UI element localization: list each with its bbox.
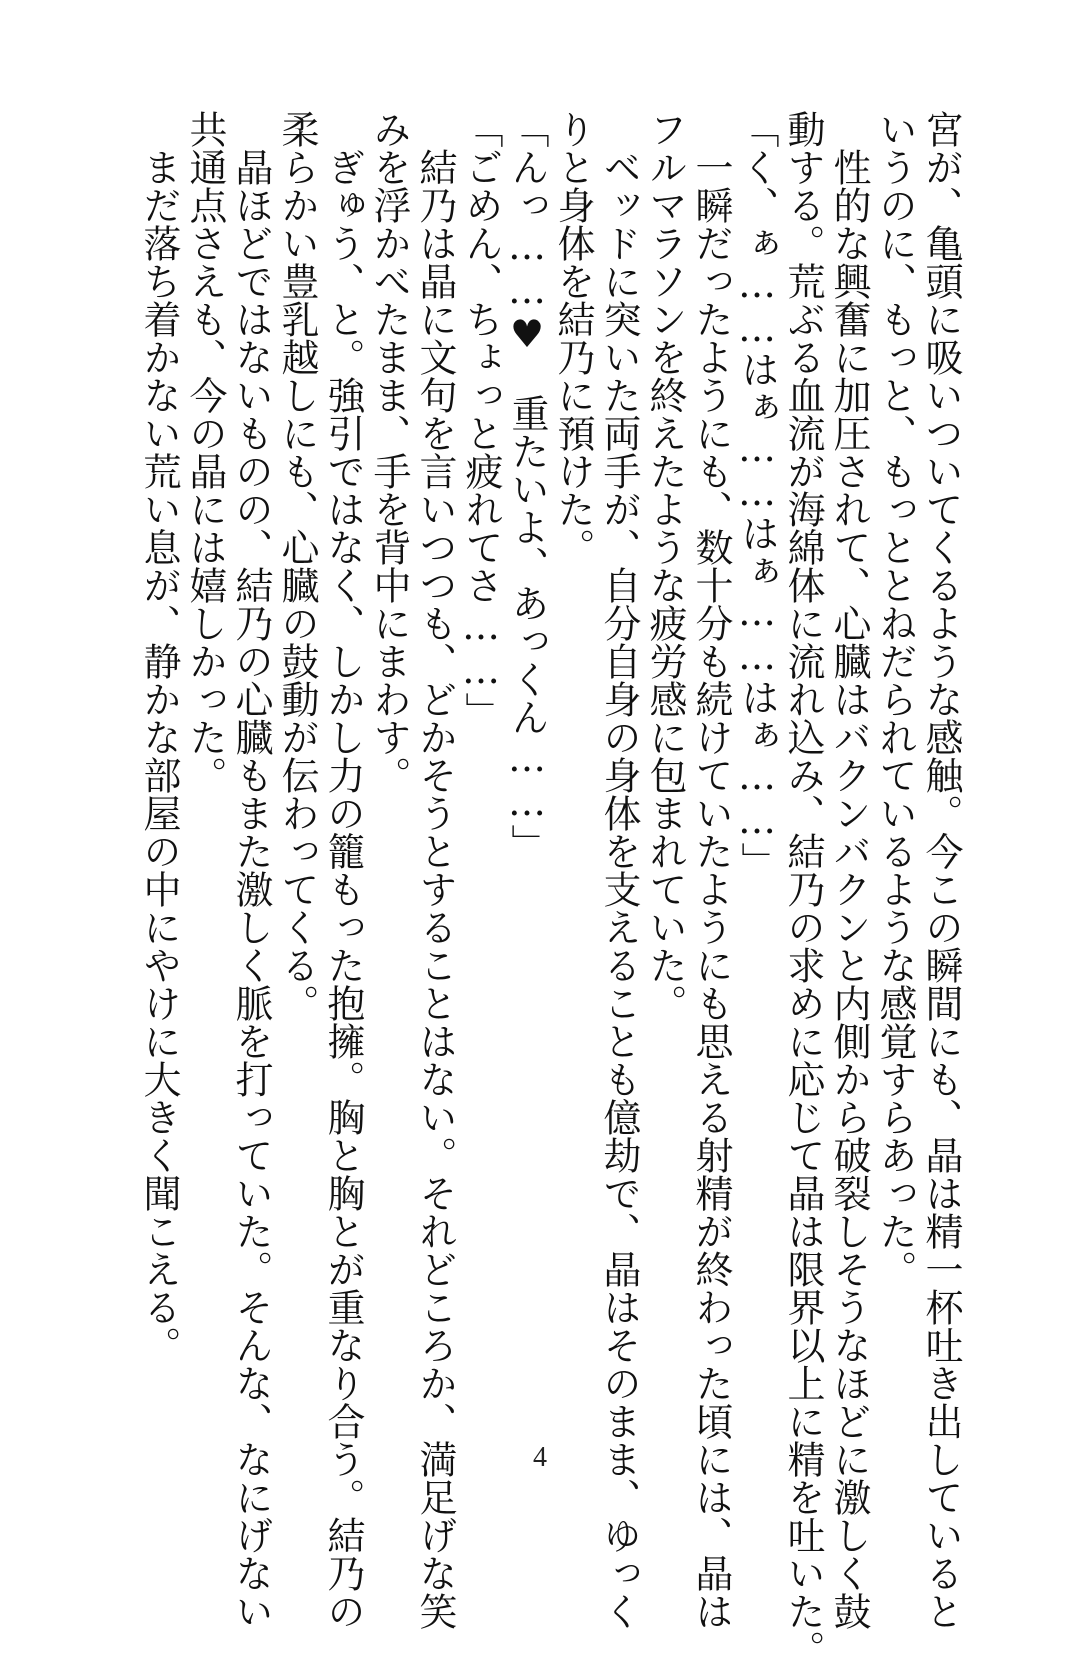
text-line: 晶ほどではないものの、結乃の心臓もまた激しく脈を打っていた。そんな、なにげない	[229, 110, 273, 1630]
text-line: 「んっ……♥ 重たいよ、あっくん……」	[505, 110, 549, 862]
page-number: 4	[533, 1442, 547, 1473]
text-line: 共通点さえも、今の晶には嬉しかった。	[183, 110, 227, 794]
text-line: 一瞬だったようにも、数十分も続けていたようにも思える射精が終わった頃には、晶は	[689, 110, 733, 1630]
text-line: ぎゅう、と。強引ではなく、しかし力の籠もった抱擁。胸と胸とが重なり合う。結乃の	[321, 110, 365, 1630]
vertical-text-body	[136, 110, 964, 1668]
text-line: りと身体を結乃に預けた。	[551, 110, 595, 566]
text-line: いうのに、もっと、もっととねだられているような感覚すらあった。	[873, 110, 917, 1288]
text-line: 柔らかい豊乳越しにも、心臓の鼓動が伝わってくる。	[275, 110, 319, 1022]
text-line: 「ごめん、ちょっと疲れてさ……」	[459, 110, 503, 730]
text-line: フルマラソンを終えたような疲労感に包まれていた。	[643, 110, 687, 1022]
text-line: ベッドに突いた両手が、自分自身の身体を支えることも億劫で、晶はそのまま、ゆっく	[597, 110, 641, 1630]
text-line: 結乃は晶に文句を言いつつも、どかそうとすることはない。それどころか、満足げな笑	[413, 110, 457, 1630]
text-line: みを浮かべたまま、手を背中にまわす。	[367, 110, 411, 794]
text-line: 性的な興奮に加圧されて、心臓はバクンバクンと内側から破裂しそうなほどに激しく鼓	[827, 110, 871, 1630]
text-line: 動する。荒ぶる血流が海綿体に流れ込み、結乃の求めに応じて晶は限界以上に精を吐いた。	[781, 110, 825, 1668]
text-line: 「く、ぁ……はぁ……はぁ……はぁ……」	[735, 110, 779, 880]
text-line: まだ落ち着かない荒い息が、静かな部屋の中にやけに大きく聞こえる。	[137, 110, 181, 1364]
text-line: 宮が、亀頭に吸いついてくるような感触。今この瞬間にも、晶は精一杯吐き出していると	[919, 110, 963, 1630]
